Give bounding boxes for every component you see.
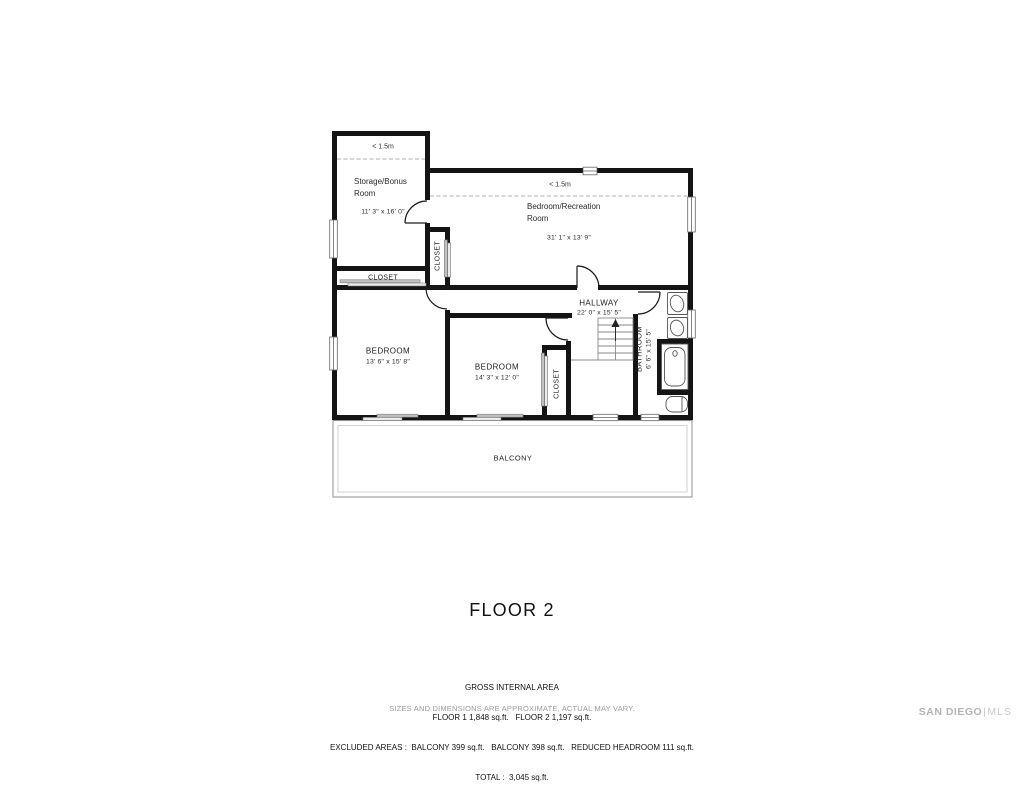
sink-icon <box>668 293 688 315</box>
toilet-icon <box>666 397 688 413</box>
door-storage <box>405 201 427 223</box>
room-dims-bedroom-left: 13' 6" x 15' 8" <box>365 358 411 365</box>
area-heading: GROSS INTERNAL AREA <box>465 683 559 692</box>
room-label-bedroom-middle: BEDROOM <box>474 362 520 372</box>
room-label-hallway: HALLWAY <box>579 298 619 308</box>
watermark <box>919 706 1012 718</box>
room-dims-recreation: 31' 1" x 13' 9" <box>546 234 592 242</box>
door-recreation <box>577 266 599 288</box>
area-summary <box>0 663 1024 803</box>
area-total: TOTAL : 3,045 sq.ft. <box>475 773 549 782</box>
watermark-suffix: MLS <box>987 706 1012 718</box>
sliding-door <box>541 353 547 406</box>
bathtub-icon <box>662 344 689 390</box>
bathroom-name: BATHROOM <box>634 326 644 372</box>
window <box>583 167 597 175</box>
room-dims-bedroom-middle: 14' 3" x 12' 0" <box>474 374 520 381</box>
door-bedroom-middle <box>546 318 568 340</box>
windows <box>330 167 696 420</box>
room-label-storage: Storage/Bonus Room <box>354 177 407 199</box>
sink-icon <box>668 318 688 339</box>
room-label-balcony: BALCONY <box>493 453 533 463</box>
window <box>688 310 696 338</box>
room-label-bedroom-left: BEDROOM <box>365 346 411 356</box>
area-floors: FLOOR 1 1,848 sq.ft. FLOOR 2 1,197 sq.ft. <box>432 713 592 722</box>
window <box>688 197 696 232</box>
room-label-closet-upper: CLOSET <box>434 241 441 271</box>
room-label-recreation: Bedroom/Recreation Room <box>527 202 601 224</box>
room-label-bathroom <box>633 326 654 372</box>
floor-title: FLOOR 2 <box>469 600 555 620</box>
window <box>641 414 659 420</box>
room-dims-hallway: 22' 0" x 15' 5" <box>576 309 622 317</box>
area-excluded: EXCLUDED AREAS : BALCONY 399 sq.ft. BALCONY 398 sq.ft. REDUCED HEADROOM 111 sq.ft. <box>330 743 694 752</box>
room-dims-storage: 11' 3" x 16' 0" <box>361 208 405 216</box>
sliding-door <box>444 240 450 277</box>
watermark-brand: SAN DIEGO <box>918 706 983 718</box>
room-dims-bathroom: 6' 6" x 15' 5" <box>645 328 653 370</box>
reduced-headroom-label: < 1.5m <box>372 143 394 151</box>
stairs <box>571 318 633 360</box>
disclaimer: SIZES AND DIMENSIONS ARE APPROXIMATE, ACTUAL MAY VARY. <box>389 704 635 713</box>
room-label-closet-storage: CLOSET <box>368 274 398 281</box>
watermark-divider: | <box>983 706 987 718</box>
room-label-closet-middle: CLOSET <box>553 369 560 399</box>
window <box>330 220 338 258</box>
reduced-headroom-label: < 1.5m <box>549 181 571 189</box>
door-bathroom <box>638 292 660 314</box>
window <box>593 414 618 420</box>
window <box>330 337 338 370</box>
stairs-up-arrow-icon <box>612 319 620 341</box>
door-bedroom-left <box>426 288 447 309</box>
